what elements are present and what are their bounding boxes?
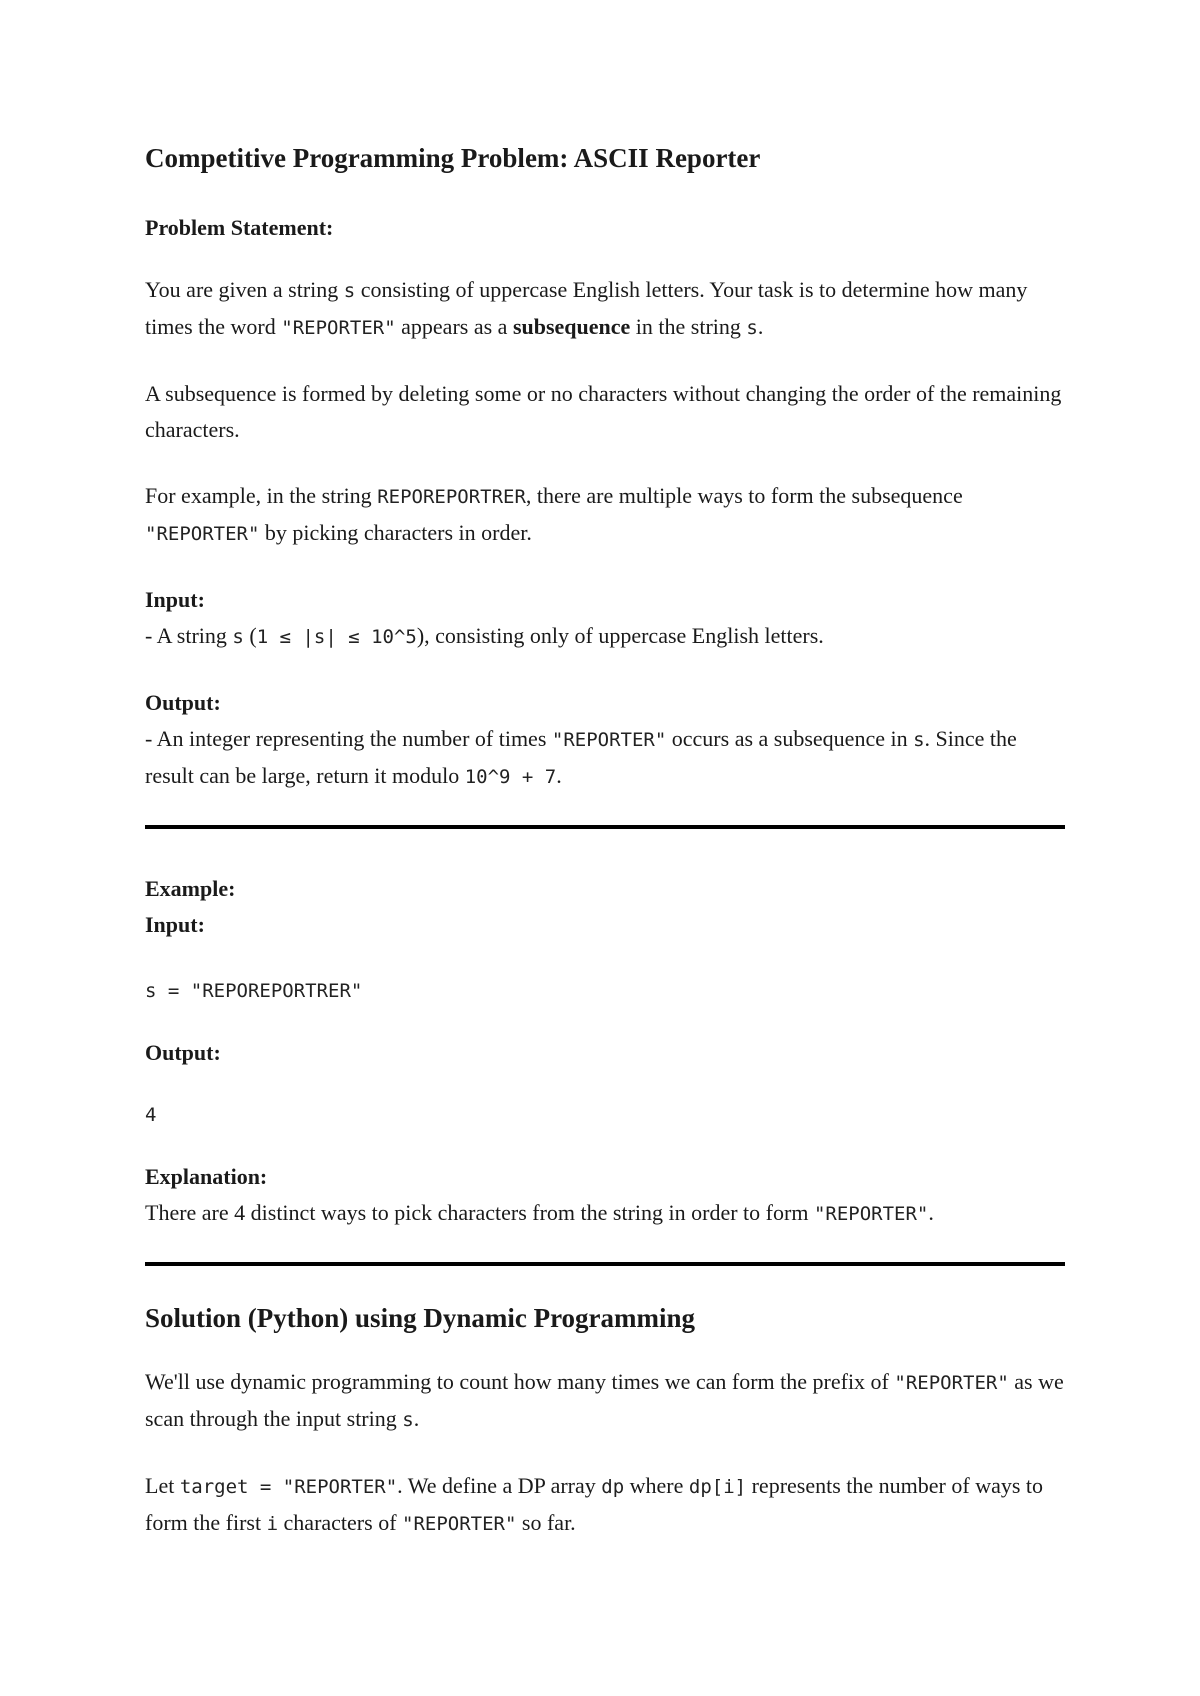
text: You are given a string	[145, 277, 344, 302]
solution-paragraph-1	[145, 1364, 1065, 1438]
output-description	[145, 721, 1065, 795]
inline-code: s	[746, 317, 758, 339]
text: as we scan through the input string	[145, 1369, 1064, 1431]
inline-code: "REPORTER"	[551, 729, 667, 751]
inline-code: s	[232, 626, 244, 648]
text: (	[243, 623, 257, 648]
example-section	[145, 871, 1065, 1232]
inline-code: dp	[601, 1476, 625, 1498]
example-output-label: Output:	[145, 1040, 221, 1065]
text: ), consisting only of uppercase English letters.	[416, 623, 824, 648]
problem-paragraph-1	[145, 272, 1065, 346]
text: appears as a	[395, 314, 513, 339]
text: Let	[145, 1473, 180, 1498]
text: . We define a DP array	[397, 1473, 602, 1498]
text: .	[413, 1406, 420, 1431]
text: .	[757, 314, 764, 339]
explanation-block	[145, 1159, 1065, 1232]
text: by picking characters in order.	[259, 520, 532, 545]
example-output-code: 4	[145, 1104, 157, 1126]
output-heading: Output:	[145, 690, 221, 715]
inline-code: "REPORTER"	[145, 523, 260, 545]
problem-paragraph-3	[145, 478, 1065, 552]
text: - A string	[145, 623, 233, 648]
text: occurs as a subsequence in	[666, 726, 914, 751]
output-section	[145, 685, 1065, 795]
problem-paragraph-2: A subsequence is formed by deleting some or no characters without changing the order of the remaining characters.	[145, 381, 1062, 442]
explanation-text	[145, 1195, 1065, 1232]
text: in the string	[630, 314, 747, 339]
example-heading: Example:	[145, 876, 236, 901]
text: There are 4 distinct ways to pick characters from the string in order to form	[145, 1200, 814, 1225]
text: consisting of uppercase English letters. Your task is to determine how many times the word	[145, 277, 1028, 339]
document-page	[145, 138, 1065, 1572]
example-input-label: Input:	[145, 912, 205, 937]
inline-code: 10^9 + 7	[464, 766, 557, 788]
text: We'll use dynamic programming to count how many times we can form the prefix of	[145, 1369, 895, 1394]
inline-code: 1 ≤ |s| ≤ 10^5	[256, 626, 417, 648]
bold-term: subsequence	[512, 314, 631, 339]
inline-code: i	[266, 1513, 279, 1535]
document-title: Competitive Programming Problem: ASCII Reporter	[145, 143, 761, 173]
inline-code: s	[402, 1409, 414, 1431]
text: where	[624, 1473, 689, 1498]
example-input-code: s = "REPOREPORTRER"	[145, 980, 363, 1002]
text: - An integer representing the number of times	[145, 726, 552, 751]
inline-code: "REPORTER"	[281, 317, 396, 339]
input-section	[145, 582, 1065, 655]
text: For example, in the string	[145, 483, 378, 508]
text: represents the number of ways to form the first	[145, 1473, 1044, 1535]
text: . Since the result can be large, return it modulo	[145, 726, 1017, 788]
solution-heading: Solution (Python) using Dynamic Programming	[145, 1303, 696, 1333]
inline-code: s	[343, 280, 356, 302]
explanation-label: Explanation:	[145, 1164, 268, 1189]
inline-code: "REPORTER"	[813, 1203, 929, 1225]
horizontal-rule	[145, 825, 1065, 829]
text: .	[556, 763, 562, 788]
inline-code: REPOREPORTRER	[377, 486, 526, 508]
inline-code: dp[i]	[688, 1476, 747, 1498]
inline-code: target = "REPORTER"	[179, 1476, 398, 1498]
problem-statement-heading: Problem Statement:	[145, 215, 334, 240]
text: characters of	[278, 1510, 403, 1535]
input-heading: Input:	[145, 587, 205, 612]
horizontal-rule	[145, 1262, 1065, 1266]
text: so far.	[516, 1510, 576, 1535]
inline-code: "REPORTER"	[894, 1372, 1009, 1394]
input-description	[145, 618, 1065, 655]
solution-paragraph-2	[145, 1468, 1065, 1542]
text: , there are multiple ways to form the subsequence	[525, 483, 963, 508]
text: .	[928, 1200, 934, 1225]
inline-code: "REPORTER"	[402, 1513, 517, 1535]
inline-code: s	[913, 729, 925, 751]
